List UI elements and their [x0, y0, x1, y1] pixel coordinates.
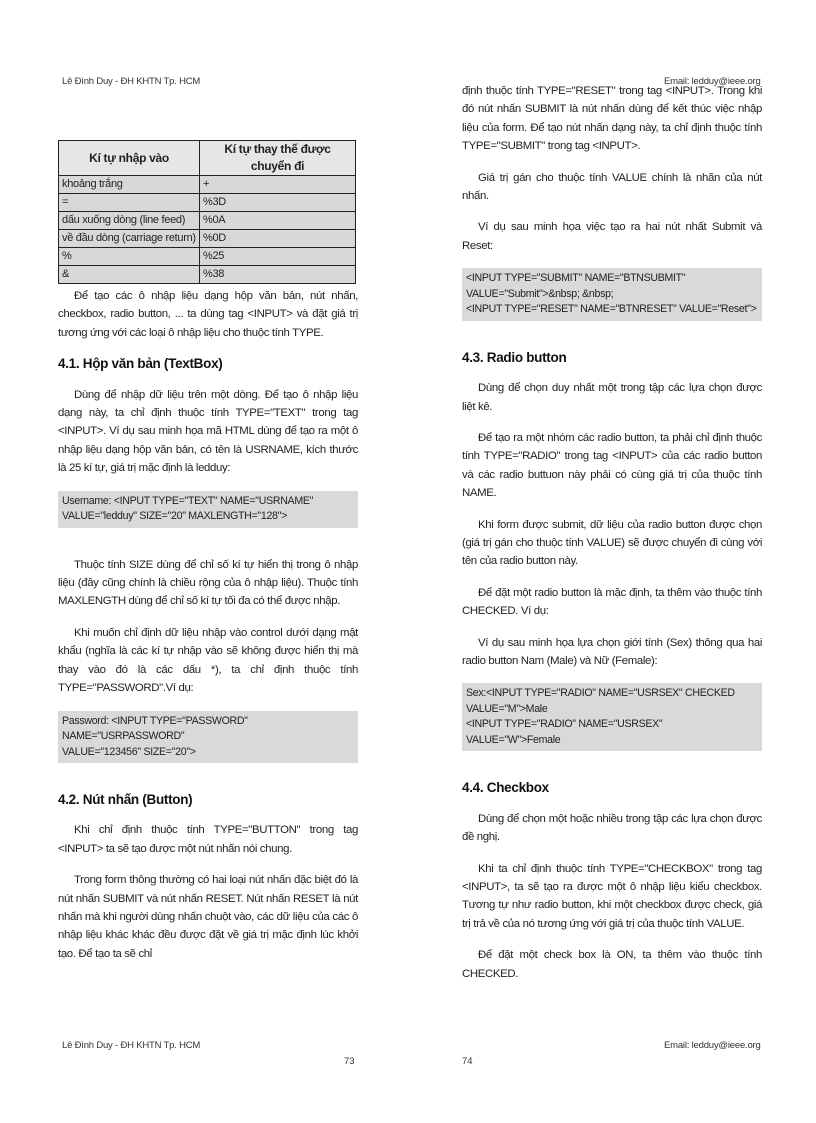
footer-email: Email: ledduy@ieee.org	[664, 1040, 761, 1051]
code-sample-textbox	[58, 491, 358, 528]
radio-paragraph-4: Để đặt một radio button là mặc định, ta thêm vào thuộc tính CHECKED. Ví dụ:	[462, 586, 762, 618]
checkbox-paragraph-1: Dùng để chọn một hoặc nhiều trong tập các lựa chọn được đề nghị.	[462, 812, 762, 844]
table-cell: %25	[200, 248, 356, 266]
table-cell: +	[200, 176, 356, 194]
left-column	[58, 82, 358, 976]
code-line: Sex:<INPUT TYPE="RADIO" NAME="USRSEX" CHECKED	[466, 687, 735, 700]
table-cell: &	[59, 266, 200, 284]
checkbox-paragraph-3: Để đặt một check box là ON, ta thêm vào thuộc tính CHECKED.	[462, 949, 762, 980]
table-row	[59, 212, 356, 230]
table-row	[59, 230, 356, 248]
table-cell: %3D	[200, 194, 356, 212]
encoding-table	[58, 140, 356, 284]
code-sample-buttons	[462, 268, 762, 321]
page-number-left: 73	[344, 1056, 355, 1067]
table-header-replacement: Kí tự thay thế được chuyển đi	[200, 141, 356, 176]
table-cell: %	[59, 248, 200, 266]
section-heading-checkbox: 4.4. Checkbox	[462, 780, 549, 796]
code-line: Username: <INPUT TYPE="TEXT" NAME="USRNAME"	[62, 494, 314, 507]
radio-paragraph-2: Để tạo ra một nhóm các radio button, ta phải chỉ định thuộc tính TYPE="RADIO" trong tag <INPUT> của các radio button và các radio buttuon này phải có cùng giá trị của thuộc tính NAME.	[462, 431, 762, 500]
header-email: Email: ledduy@ieee.org	[664, 76, 761, 87]
table-cell: %38	[200, 266, 356, 284]
table-row	[59, 266, 356, 284]
section-heading-radio: 4.3. Radio button	[462, 349, 567, 365]
code-line: <INPUT TYPE="RESET" NAME="BTNRESET" VALUE="Reset">	[466, 303, 757, 316]
textbox-paragraph: Dùng để nhập dữ liệu trên một dòng. Để tạo ô nhập liệu dạng này, ta chỉ định thuộc tính TYPE="TEXT" trong tag <INPUT>. Ví dụ sau minh họa mã HTML dùng để tạo ra một ô nhập liệu dạng hộp văn bản, có tên là USRNAME, kích thước là 25 kí tự, giá trị mặc định là ledduy:	[58, 388, 358, 475]
intro-paragraph: Để tạo các ô nhập liệu dạng hộp văn bản, nút nhấn, checkbox, radio button, ... ta dùng tag <INPUT> và đặt giá trị tương ứng với các loại ô nhập liệu cho thuộc tính TYPE.	[58, 290, 358, 339]
size-paragraph: Thuộc tính SIZE dùng để chỉ số kí tự hiển thị trong ô nhập liệu (đây cũng chính là chiều rộng của ô nhập liệu). Thuộc tính MAXLENGTH dùng để chỉ số kí tự tối đa có thể được nhập.	[58, 558, 358, 608]
code-line: VALUE="123456" SIZE="20">	[62, 745, 196, 758]
radio-paragraph-3: Khi form được submit, dữ liệu của radio button được chọn (giá trị gán cho thuộc tính VALUE) sẽ được chuyển đi cùng với tên của radio button này.	[462, 518, 762, 568]
password-paragraph: Khi muốn chỉ định dữ liệu nhập vào control dưới dạng mật khẩu (nghĩa là các kí tự nhập vào sẽ không được hiển thị mà thay vào đó là các dấu *), ta chỉ định thuộc tính TYPE="PASSWORD".Ví dụ:	[58, 626, 358, 695]
code-line: VALUE="ledduy" SIZE="20" MAXLENGTH="128">	[62, 510, 287, 523]
code-sample-radio	[462, 683, 762, 751]
example-paragraph: Ví dụ sau minh họa việc tạo ra hai nút nhất Submit và Reset:	[462, 221, 762, 252]
code-sample-password	[58, 711, 358, 764]
radio-paragraph-1: Dùng để chọn duy nhất một trong tập các lựa chọn được liệt kê.	[462, 382, 762, 413]
value-paragraph: Giá trị gán cho thuộc tính VALUE chính là nhãn của nút nhấn.	[462, 171, 762, 203]
table-cell: =	[59, 194, 200, 212]
table-cell: %0A	[200, 212, 356, 230]
reset-paragraph: định thuộc tính TYPE="RESET" trong tag <INPUT>. Trong khi đó nút nhấn SUBMIT là nút nhấn dùng để kết thúc việc nhập liệu của form. Để tạo nút nhấn dạng này, ta chỉ định thuộc tính TYPE="SUBMIT" trong tag <INPUT>.	[462, 85, 762, 153]
table-cell: khoảng trắng	[59, 176, 200, 194]
button-paragraph: Khi chỉ định thuộc tính TYPE="BUTTON" trong tag <INPUT> ta sẽ tạo được một nút nhấn nói chung.	[58, 824, 358, 855]
table-row	[59, 194, 356, 212]
table-cell: về đầu dòng (carriage return)	[59, 230, 200, 248]
checkbox-paragraph-2: Khi ta chỉ định thuộc tính TYPE="CHECKBOX" trong tag <INPUT>, ta sẽ tạo ra được một ô nhập liệu kiểu checkbox. Tương tự như radio button, khi một checkbox được check, giá trị trả về của nó tương ứng với giá trị của thuộc tính VALUE.	[462, 862, 762, 930]
code-line: <INPUT TYPE="SUBMIT" NAME="BTNSUBMIT"	[466, 272, 686, 285]
table-header-input: Kí tự nhập vào	[59, 141, 200, 176]
header-author: Lê Đình Duy - ĐH KHTN Tp. HCM	[62, 76, 201, 87]
table-row	[59, 248, 356, 266]
form-buttons-paragraph: Trong form thông thường có hai loại nút nhấn đặc biệt đó là nút nhấn SUBMIT và nút nhấn RESET. Nút nhấn RESET là nút nhấn mà khi người dùng nhấn chuột vào, các dữ liệu của các ô nhập liệu khác khác đều được đặt về giá trị mặc định lúc khởi tạo. Để tạo ta sẽ chỉ	[58, 874, 358, 960]
table-cell: %0D	[200, 230, 356, 248]
section-heading-button: 4.2. Nút nhấn (Button)	[58, 792, 193, 807]
section-heading-textbox: 4.1. Hộp văn bản (TextBox)	[58, 356, 223, 372]
radio-paragraph-5: Ví dụ sau minh họa lựa chọn giới tính (Sex) thông qua hai radio button Nam (Male) và Nữ (Female):	[462, 636, 762, 668]
table-cell: dấu xuống dòng (line feed)	[59, 212, 200, 230]
code-line: VALUE="M">Male	[466, 702, 548, 715]
code-line: <INPUT TYPE="RADIO" NAME="USRSEX" VALUE="W">Female	[466, 718, 663, 746]
table-header-row	[59, 141, 356, 176]
code-line: Password: <INPUT TYPE="PASSWORD" NAME="USRPASSWORD"	[62, 714, 248, 742]
page-number-right: 74	[462, 1056, 473, 1067]
footer-author: Lê Đình Duy - ĐH KHTN Tp. HCM	[62, 1040, 201, 1051]
right-column	[462, 82, 762, 996]
table-row	[59, 176, 356, 194]
code-line: VALUE="Submit">&nbsp; &nbsp;	[466, 287, 614, 300]
